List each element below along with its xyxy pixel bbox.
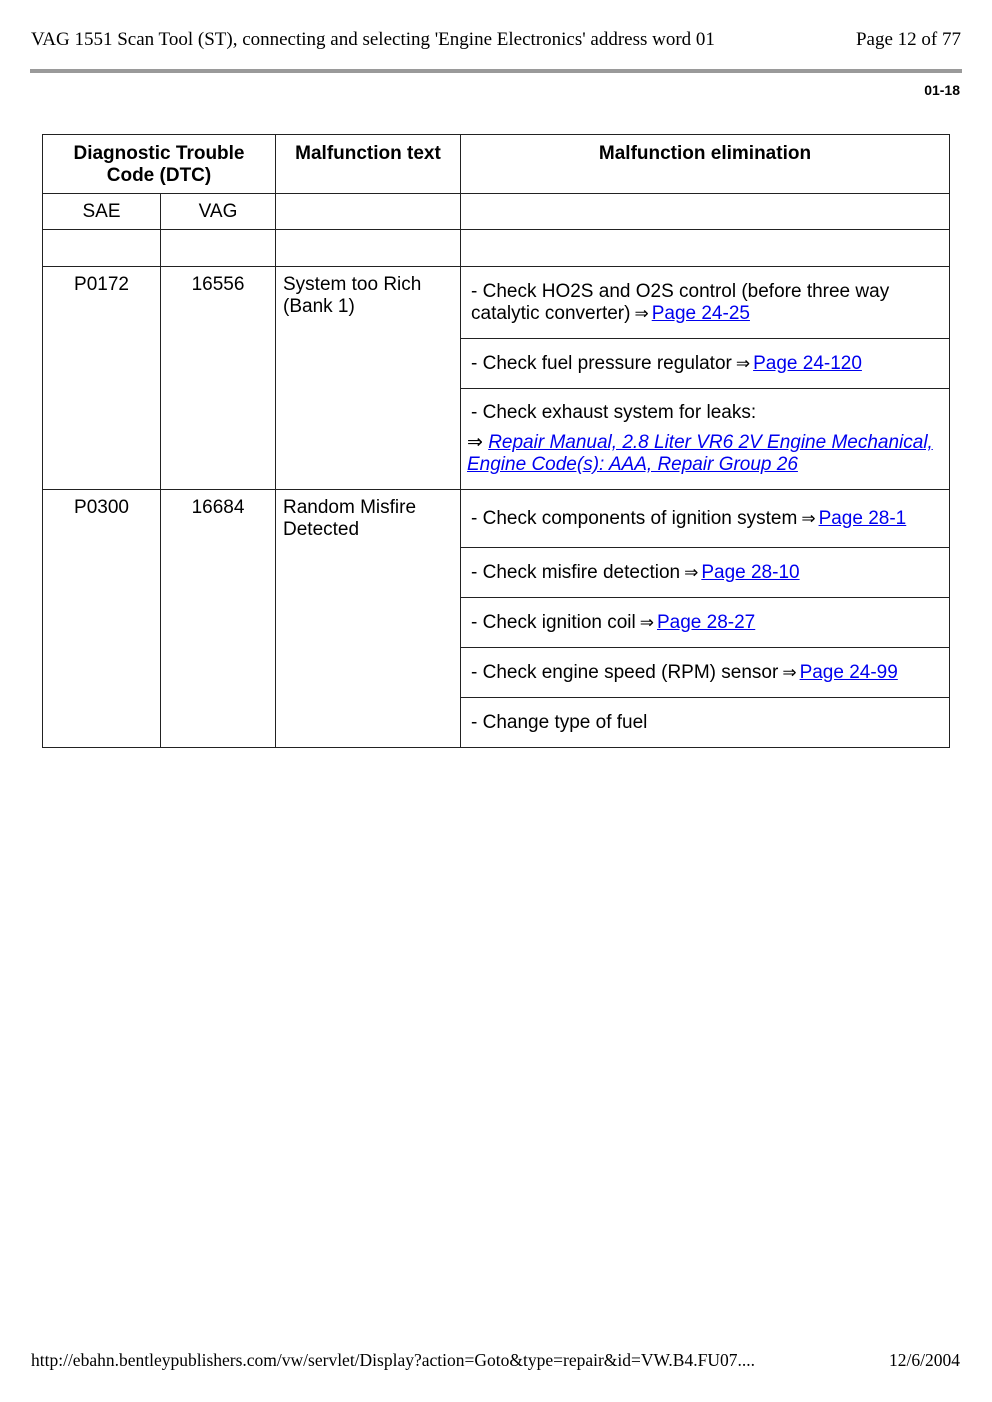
empty-row bbox=[43, 230, 950, 267]
step-text: - Check ignition coil bbox=[471, 611, 636, 633]
header-malfunction-elimination: Malfunction elimination bbox=[461, 135, 950, 194]
table-header-row bbox=[43, 135, 950, 194]
elimination-step bbox=[461, 490, 950, 548]
elimination-step bbox=[461, 598, 950, 648]
malfunction-text: System too Rich (Bank 1) bbox=[276, 267, 461, 490]
arrow-icon: ⇒ bbox=[801, 508, 816, 528]
document-title: VAG 1551 Scan Tool (ST), connecting and selecting 'Engine Electronics' address word 01 bbox=[31, 29, 715, 50]
step-text: - Check engine speed (RPM) sensor bbox=[471, 661, 779, 683]
page-link[interactable]: Page 28-27 bbox=[657, 611, 756, 633]
page-link[interactable]: Page 28-10 bbox=[701, 561, 800, 583]
arrow-icon: ⇒ bbox=[782, 662, 797, 682]
table-row bbox=[43, 267, 950, 339]
source-url: http://ebahn.bentleypublishers.com/vw/servlet/Display?action=Goto&type=repair&id=VW.B4.FU07.... bbox=[31, 1350, 755, 1370]
section-code: 01-18 bbox=[924, 82, 960, 98]
vag-code: 16556 bbox=[161, 267, 276, 490]
arrow-icon: ⇒ bbox=[634, 303, 649, 323]
repair-manual-link[interactable]: Repair Manual, 2.8 Liter VR6 2V Engine Mechanical, Engine Code(s): AAA, Repair Group 26 bbox=[467, 432, 933, 475]
dtc-table bbox=[42, 134, 950, 748]
elimination-step bbox=[461, 648, 950, 698]
arrow-icon: ⇒ bbox=[684, 562, 699, 582]
page-link[interactable]: Page 24-99 bbox=[799, 661, 898, 683]
sae-code: P0172 bbox=[43, 267, 161, 490]
print-date: 12/6/2004 bbox=[889, 1350, 960, 1370]
step-text: - Check HO2S and O2S control (before three way catalytic converter) bbox=[471, 280, 890, 324]
header-dtc: Diagnostic Trouble Code (DTC) bbox=[43, 135, 276, 194]
elimination-step bbox=[461, 267, 950, 339]
step-text: - Check misfire detection bbox=[471, 561, 681, 583]
elimination-step bbox=[461, 389, 950, 490]
step-text: - Check exhaust system for leaks: bbox=[471, 402, 757, 423]
arrow-icon: ⇒ bbox=[735, 353, 751, 373]
header-divider bbox=[30, 69, 962, 73]
step-text: - Change type of fuel bbox=[471, 711, 648, 733]
step-text: - Check fuel pressure regulator bbox=[471, 352, 732, 374]
header-malfunction-text: Malfunction text bbox=[276, 135, 461, 194]
malfunction-text: Random Misfire Detected bbox=[276, 490, 461, 748]
arrow-icon: ⇒ bbox=[467, 432, 483, 453]
table-subheader-row bbox=[43, 194, 950, 230]
vag-code: 16684 bbox=[161, 490, 276, 748]
subheader-sae: SAE bbox=[43, 194, 161, 230]
elimination-step bbox=[461, 548, 950, 598]
page-link[interactable]: Page 24-25 bbox=[651, 302, 750, 324]
page-number: Page 12 of 77 bbox=[855, 29, 961, 50]
sae-code: P0300 bbox=[43, 490, 161, 748]
page-link[interactable]: Page 28-1 bbox=[818, 507, 907, 529]
step-text: - Check components of ignition system bbox=[471, 507, 798, 529]
page-link[interactable]: Page 24-120 bbox=[753, 352, 862, 374]
elimination-step bbox=[461, 698, 950, 748]
elimination-step bbox=[461, 339, 950, 389]
subheader-vag: VAG bbox=[161, 194, 276, 230]
arrow-icon: ⇒ bbox=[639, 612, 654, 632]
table-row bbox=[43, 490, 950, 548]
